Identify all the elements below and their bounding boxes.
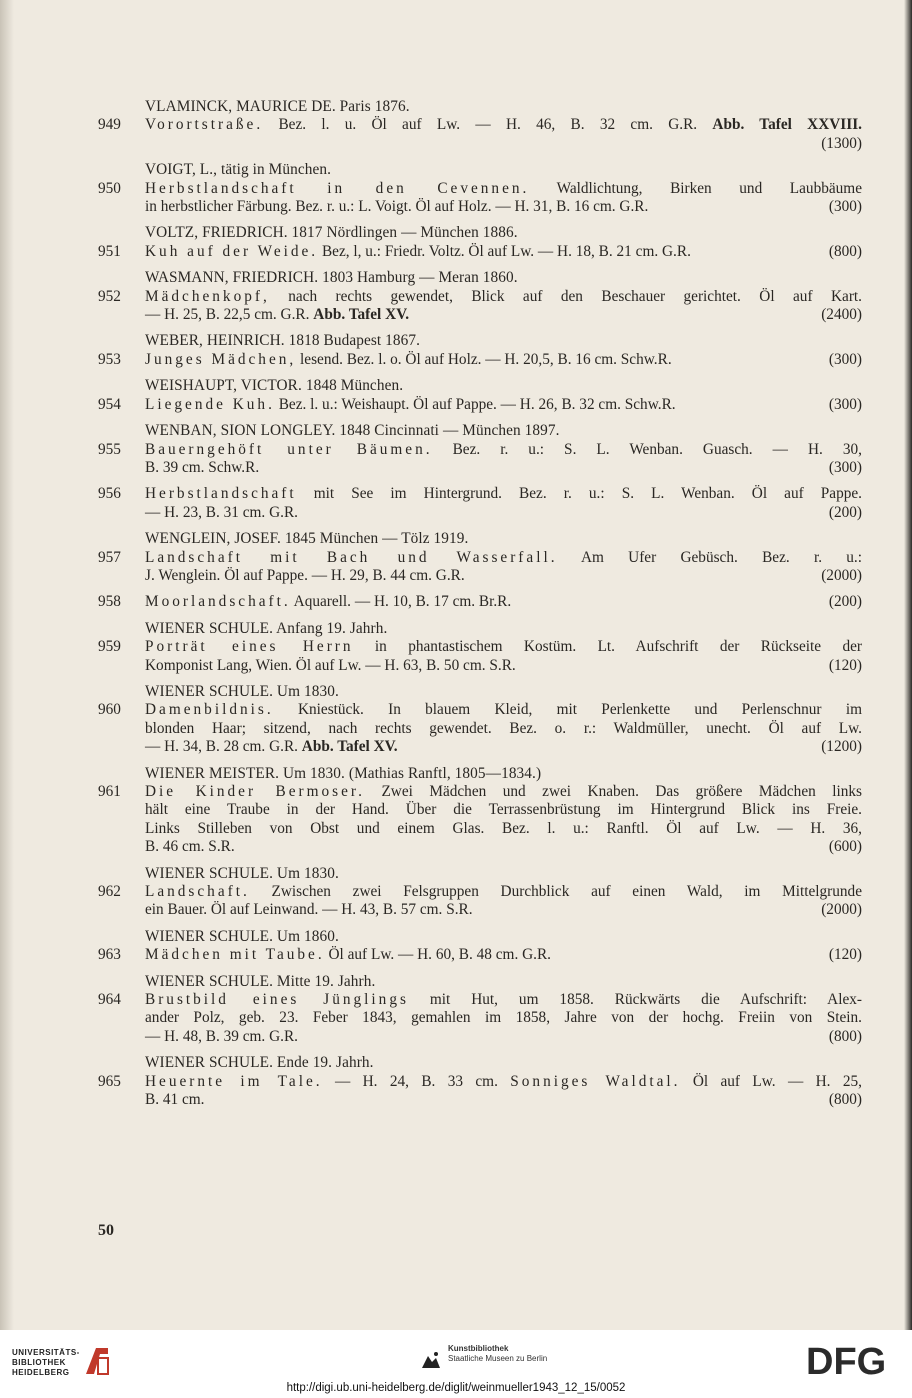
university-library-label: UNIVERSITÄTS- BIBLIOTHEK HEIDELBERG [12,1348,80,1377]
entry-text [145,720,862,737]
artist-header: VLAMINCK, MAURICE DE. Paris 1876. [145,98,410,115]
entry-text [145,116,862,133]
lot-number: 961 [98,783,121,800]
artwork-title: Mädchen mit Taube. [145,946,325,964]
permalink-url[interactable]: http://digi.ub.uni-heidelberg.de/diglit/weinmueller1943_12_15/0052 [286,1382,626,1394]
entry-line [0,701,912,719]
artwork-title: Liegende Kuh. [145,395,275,413]
entry-line [0,396,912,414]
entry-text [145,657,516,675]
entry-text [145,638,862,655]
estimate-price: (600) [828,838,862,856]
estimate-price: (800) [828,242,862,260]
university-logo-icon [82,1344,112,1378]
artwork-title: Brustbild eines Jünglings [145,991,409,1009]
lot-number: 960 [98,701,121,719]
entry-line [0,783,912,801]
estimate-price: (2400) [821,306,862,324]
artist-header: VOLTZ, FRIEDRICH. 1817 Nördlingen — München 1886. [145,224,518,242]
catalogue-entry [0,530,912,585]
description-text: — H. 24, B. 33 cm. [322,1072,511,1090]
plate-reference: Abb. Tafel XV. [301,738,398,756]
estimate-price: (300) [828,350,862,368]
entry-text [145,820,862,837]
description-text: Links Stilleben von Obst und einem Glas. Bez. l. u.: Ranftl. Öl auf Lw. — H. 36, [145,819,862,837]
entry-line [0,243,912,261]
entry-text [145,783,862,800]
description-text: hält eine Traube in der Hand. Über die Terrassenbrüstung im Hintergrund Blick ins Freie. [145,801,862,819]
catalogue-entries [0,98,912,1118]
lot-number: 950 [98,179,121,197]
artwork-title: Sonniges Waldtal. [510,1072,681,1090]
artwork-title: Vorortstraße. [145,116,264,134]
description-text: in herbstlicher Färbung. Bez. r. u.: L. Voigt. Öl auf Holz. — H. 31, B. 16 cm. G.R. [145,198,649,216]
entry-line [0,306,912,324]
kunstbibliothek-logo-icon [418,1348,444,1374]
entry-line [0,1073,912,1091]
estimate-price: (200) [828,593,862,611]
lot-number: 962 [98,883,121,901]
catalogue-entry [0,422,912,477]
catalogue-entry [0,485,912,522]
estimate-price: (300) [828,198,862,216]
lot-number: 956 [98,485,121,503]
description-text: Zwischen zwei Felsgruppen Durchblick auf einen Wald, im Mittelgrunde [249,883,862,901]
description-text: J. Wenglein. Öl auf Pappe. — H. 29, B. 44 cm. G.R. [145,566,465,584]
description-text: — H. 34, B. 28 cm. G.R. [145,738,302,756]
catalogue-entry [0,1054,912,1109]
artwork-title: Porträt eines Herrn [145,638,354,656]
entry-line [0,593,912,611]
description-text: mit See im Hintergrund. Bez. r. u.: S. L. Wenban. Öl auf Pappe. [296,485,862,503]
entry-text [145,396,676,414]
description-text: ander Polz, geb. 23. Feber 1843, gemahlen im 1858, Jahre von der hochg. Freiin von Stein. [145,1009,862,1027]
svg-text:DFG: DFG [806,1341,887,1380]
entry-text [145,838,235,856]
artist-header: WIENER SCHULE. Um 1830. [145,682,339,700]
entry-line [0,441,912,459]
catalogue-entry [0,765,912,857]
entry-line [0,1091,912,1109]
entry-text [145,701,862,718]
entry-line [0,838,912,856]
catalogue-entry [0,98,912,153]
entry-line [0,1009,912,1027]
entry-text [145,1091,205,1109]
description-text: Kniestück. In blauem Kleid, mit Perlenkette und Perlenschnur im [273,701,862,719]
artwork-title: Damenbildnis. [145,701,274,719]
description-text: nach rechts gewendet, Blick auf den Beschauer gerichtet. Öl auf Kart. [269,287,862,305]
estimate-price: (300) [828,395,862,413]
artwork-title: Landschaft mit Bach und Wasserfall. [145,548,558,566]
description-text: Bez. r. u.: S. L. Wenban. Guasch. — H. 30, [432,440,862,458]
entry-line [0,504,912,522]
artwork-title: Junges Mädchen, [145,350,297,368]
lot-number: 958 [98,593,121,611]
entry-text [145,485,862,502]
description-text: Zwei Mädchen und zwei Knaben. Das größere Mädchen links [364,783,862,800]
description-text: Bez, l, u.: Friedr. Voltz. Öl auf Lw. — H. 18, B. 21 cm. G.R. [318,242,691,260]
description-text: — H. 48, B. 39 cm. G.R. [145,1027,298,1045]
artwork-title: Herbstlandschaft in den Cevennen. [145,179,530,197]
catalogue-entry [0,683,912,757]
entry-text [145,459,259,477]
entry-text [145,504,298,522]
entry-text [145,738,398,756]
artist-header: WIENER SCHULE. Anfang 19. Jahrh. [145,619,388,637]
catalogue-entry [0,593,912,611]
catalogue-entry [0,865,912,920]
catalogue-entry [0,224,912,261]
artist-header: WIENER SCHULE. Mitte 19. Jahrh. [145,972,376,990]
catalogue-entry [0,269,912,324]
entry-text [145,1028,298,1046]
estimate-price: (1200) [821,738,862,756]
description-text: B. 39 cm. Schw.R. [145,458,260,476]
artist-header: WIENER SCHULE. Um 1860. [145,927,339,945]
estimate-price: (300) [828,458,862,476]
entry-line [0,883,912,901]
entry-line [0,180,912,198]
description-text: lesend. Bez. l. o. Öl auf Holz. — H. 20,5, B. 16 cm. Schw.R. [296,350,672,368]
artwork-title: Moorlandschaft. [145,593,291,611]
catalogue-entry [0,620,912,675]
artwork-title: Kuh auf der Weide. [145,242,319,260]
entry-text [145,991,862,1008]
artwork-title: Heuernte im Tale. [145,1072,323,1090]
catalogue-entry [0,332,912,369]
lot-number: 952 [98,287,121,305]
estimate-price: (120) [828,656,862,674]
artist-header: WEISHAUPT, VICTOR. 1848 München. [145,377,404,395]
page-number: 50 [98,1222,114,1239]
entry-text [145,180,862,197]
description-text: ein Bauer. Öl auf Leinwand. — H. 43, B. 57 cm. S.R. [145,901,473,919]
lot-number: 955 [98,440,121,458]
artist-header: VOIGT, L., tätig in München. [145,161,332,179]
entry-text [145,1073,862,1090]
artwork-title: Die Kinder Bermoser. [145,783,365,800]
entry-line [0,549,912,567]
entry-line [0,720,912,738]
entry-text [145,243,691,261]
description-text: blonden Haar; sitzend, nach rechts gewendet. Bez. o. r.: Waldmüller, unecht. Öl auf Lw. [145,719,862,737]
description-text: Aquarell. — H. 10, B. 17 cm. Br.R. [290,593,512,611]
entry-text [145,593,511,611]
entry-text [145,441,862,458]
entry-line [0,801,912,819]
entry-line [0,459,912,477]
artwork-title: Bauerngehöft unter Bäumen. [145,440,433,458]
lot-number: 953 [98,350,121,368]
artist-header: WIENER SCHULE. Um 1830. [145,864,339,882]
catalogue-entry [0,973,912,1047]
estimate-price: (1300) [821,134,862,152]
estimate-price: (2000) [821,566,862,584]
entry-text [145,1009,862,1026]
entry-line [0,485,912,503]
viewer-footer [0,1330,912,1398]
description-text: B. 41 cm. [145,1091,205,1109]
entry-line [0,351,912,369]
entry-text [145,306,409,324]
entry-text [145,901,473,919]
plate-reference: Abb. Tafel XXVIII. [712,116,862,134]
description-text: in phantastischem Kostüm. Lt. Aufschrift der Rückseite der [353,638,862,656]
entry-line [0,638,912,656]
artist-header: WIENER MEISTER. Um 1830. (Mathias Ranftl, 1805—1834.) [145,764,542,782]
artist-header: WIENER SCHULE. Ende 19. Jahrh. [145,1054,374,1072]
artist-header: WENBAN, SION LONGLEY. 1848 Cincinnati — München 1897. [145,422,560,440]
estimate-price: (120) [828,946,862,964]
description-text: Öl auf Lw. — H. 25, [680,1072,862,1090]
lot-number: 963 [98,946,121,964]
entry-line [0,820,912,838]
description-text: — H. 25, B. 22,5 cm. G.R. [145,306,314,324]
entry-text [145,883,862,900]
artist-header: WASMANN, FRIEDRICH. 1803 Hamburg — Meran 1860. [145,269,518,287]
entry-text [145,549,862,566]
description-text: Öl auf Lw. — H. 60, B. 48 cm. G.R. [324,946,551,964]
artist-header: WEBER, HEINRICH. 1818 Budapest 1867. [145,332,421,350]
entry-line [0,946,912,964]
entry-line [0,116,912,134]
description-text: Bez. l. u. Öl auf Lw. — H. 46, B. 32 cm. G.R. [263,116,713,134]
estimate-price: (800) [828,1091,862,1109]
description-text: Waldlichtung, Birken und Laubbäume [529,179,862,197]
entry-text [145,801,862,818]
lot-number: 949 [98,116,121,134]
estimate-price: (800) [828,1027,862,1045]
lot-number: 965 [98,1072,121,1090]
entry-line [0,991,912,1009]
artwork-title: Herbstlandschaft [145,485,297,503]
lot-number: 951 [98,242,121,260]
entry-text [145,288,862,305]
entry-text [145,198,648,216]
artist-header: WENGLEIN, JOSEF. 1845 München — Tölz 1919. [145,530,469,548]
entry-line [0,288,912,306]
entry-line [0,198,912,216]
description-text: Bez. l. u.: Weishaupt. Öl auf Pappe. — H. 26, B. 32 cm. Schw.R. [274,395,676,413]
description-text: mit Hut, um 1858. Rückwärts die Aufschrift: Alex- [408,991,862,1009]
lot-number: 954 [98,395,121,413]
entry-line [0,738,912,756]
description-text: Am Ufer Gebüsch. Bez. r. u.: [557,548,863,566]
dfg-logo [806,1340,902,1380]
estimate-price: (200) [828,503,862,521]
entry-text [145,946,551,964]
description-text: Komponist Lang, Wien. Öl auf Lw. — H. 63, B. 50 cm. S.R. [145,656,516,674]
entry-line [0,657,912,675]
entry-text [145,567,465,585]
entry-line [0,901,912,919]
artwork-title: Mädchenkopf, [145,287,270,305]
entry-line [0,567,912,585]
lot-number: 959 [98,638,121,656]
artwork-title: Landschaft. [145,883,250,901]
description-text: — H. 23, B. 31 cm. G.R. [145,503,298,521]
plate-reference: Abb. Tafel XV. [313,306,410,324]
catalogue-entry [0,928,912,965]
catalogue-entry [0,377,912,414]
lot-number: 957 [98,548,121,566]
description-text: B. 46 cm. S.R. [145,838,235,856]
estimate-price: (2000) [821,901,862,919]
lot-number: 964 [98,991,121,1009]
catalogue-entry [0,161,912,216]
entry-line [0,1028,912,1046]
kunstbibliothek-label: Kunstbibliothek Staatliche Museen zu Berlin [448,1344,548,1363]
entry-text [145,351,672,369]
